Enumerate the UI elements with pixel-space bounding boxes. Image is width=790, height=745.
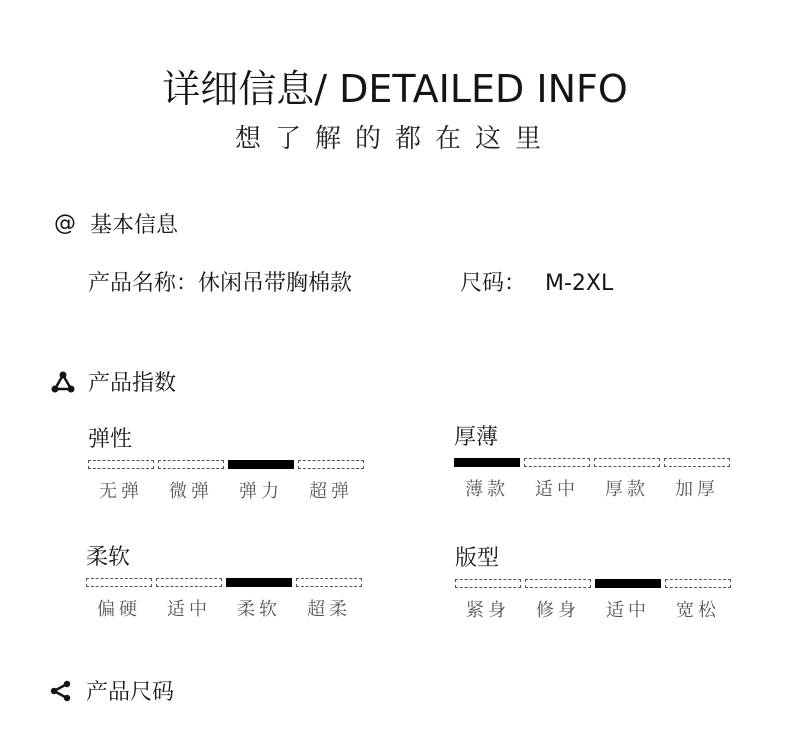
metric-title: 厚薄 (454, 425, 499, 450)
bar-segment (665, 579, 731, 588)
option-label: 偏硬 (97, 599, 141, 620)
metric-bar (455, 579, 755, 588)
size-heading-label: 产品尺码 (86, 680, 175, 705)
option-label: 无弹 (99, 481, 143, 502)
bar-segment (88, 460, 154, 469)
bar-segment (664, 458, 730, 467)
product-name-row (88, 266, 352, 297)
bar-segment (228, 460, 294, 469)
metric-labels (88, 477, 388, 503)
size-heading (48, 675, 174, 706)
option-label: 弹力 (239, 481, 283, 502)
bar-segment (158, 460, 224, 469)
bar-segment (226, 578, 292, 587)
option-label: 修身 (536, 600, 580, 621)
triangle-nodes-icon (50, 369, 76, 395)
metric-title: 柔软 (86, 545, 131, 570)
size-row (460, 266, 613, 297)
option-label: 超弹 (309, 481, 353, 502)
metric-title: 版型 (455, 546, 500, 571)
option-label: 超柔 (307, 599, 351, 620)
metric-bar (86, 578, 386, 587)
metric-bar (88, 460, 388, 469)
metric-bar (454, 458, 754, 467)
basic-info-heading (52, 208, 178, 239)
option-label: 薄款 (465, 479, 509, 500)
metric-elasticity (88, 422, 388, 503)
bar-segment (86, 578, 152, 587)
share-nodes-icon (48, 678, 74, 704)
metric-softness (86, 540, 386, 621)
size-value: M-2XL (545, 271, 614, 296)
bar-segment (595, 579, 661, 588)
bar-segment (455, 579, 521, 588)
page-title: 详细信息/ DETAILED INFO (162, 67, 628, 111)
bar-segment (296, 578, 362, 587)
option-label: 紧身 (466, 600, 510, 621)
index-heading-label: 产品指数 (88, 371, 177, 396)
option-label: 微弹 (169, 481, 213, 502)
bar-segment (156, 578, 222, 587)
metric-labels (454, 475, 754, 501)
bar-segment (594, 458, 660, 467)
bar-segment (454, 458, 520, 467)
option-label: 柔软 (237, 599, 281, 620)
product-name-label: 产品名称： (88, 271, 199, 296)
product-name-value: 休闲吊带胸棉款 (198, 271, 353, 296)
metric-fit (455, 541, 755, 622)
bar-segment (524, 458, 590, 467)
option-label: 宽松 (676, 600, 720, 621)
option-label: 适中 (167, 599, 211, 620)
metric-labels (455, 596, 755, 622)
index-heading (50, 366, 176, 397)
at-icon: @ (54, 211, 76, 236)
metric-labels (86, 595, 386, 621)
metric-title: 弹性 (88, 427, 133, 452)
bar-segment (298, 460, 364, 469)
option-label: 加厚 (675, 479, 719, 500)
option-label: 厚款 (605, 479, 649, 500)
size-label: 尺码： (460, 271, 527, 296)
bar-segment (525, 579, 591, 588)
page-subtitle: 想了解的都在这里 (234, 124, 555, 154)
basic-info-heading-label: 基本信息 (90, 213, 179, 238)
option-label: 适中 (535, 479, 579, 500)
metric-thickness (454, 420, 754, 501)
option-label: 适中 (606, 600, 650, 621)
